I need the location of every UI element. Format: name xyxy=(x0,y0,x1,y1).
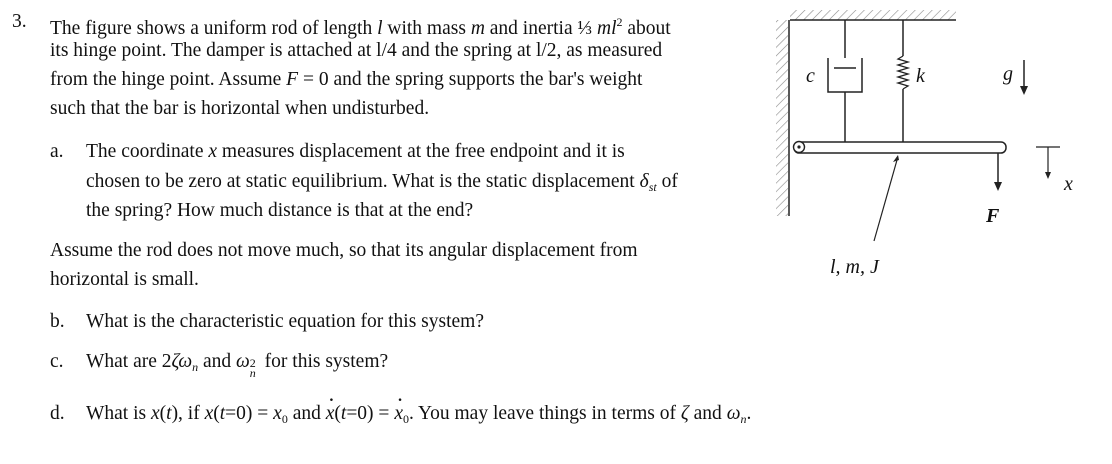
x-coordinate-icon xyxy=(1036,147,1060,179)
wall-hatch xyxy=(776,20,788,216)
part-c-label: c. xyxy=(50,351,64,372)
intro-line-2: its hinge point. The damper is attached at l/4 and the spring at l/2, as measured xyxy=(50,40,663,61)
part-b-text: What is the characteristic equation for this system? xyxy=(86,311,484,332)
part-a-line-1: The coordinate x measures displacement at the free endpoint and it is xyxy=(86,141,625,162)
part-a-label: a. xyxy=(50,141,64,162)
rod-leader-arrowhead xyxy=(893,155,899,162)
assume-line-2: horizontal is small. xyxy=(50,269,199,290)
part-c-text: What are $2\zeta\omega_n$ and ω 2 n for this system? xyxy=(86,351,389,380)
damper xyxy=(828,20,862,145)
part-d-label: d. xyxy=(50,403,65,424)
part-d-text: What is x(t), if $x(t=0) = x_0$ and · x(t=0) = · $x_0$. You may leave things in terms of ζ and $\omega_n$. xyxy=(86,402,751,431)
gravity-label: g xyxy=(1003,63,1013,85)
damper-label: c xyxy=(806,65,815,87)
part-a-line-2: chosen to be zero at static equilibrium. What is the static displacement $\delta_{st}$ of xyxy=(86,171,678,194)
spring-label: k xyxy=(916,65,925,87)
intro-line-1: The figure shows a uniform rod of length l with mass m and inertia ⅓ $ml^2$ about xyxy=(50,15,671,39)
x-label: x xyxy=(1064,173,1073,195)
rod-leader-line xyxy=(874,160,897,241)
assume-line-1: Assume the rod does not move much, so that its angular displacement from xyxy=(50,240,638,261)
ceiling-hatch xyxy=(790,10,956,20)
hinge-icon xyxy=(794,142,805,153)
spring xyxy=(898,20,908,145)
intro-line-3: from the hinge point. Assume F = 0 and the spring supports the bar's weight xyxy=(50,69,643,90)
rod-label: l, m, J xyxy=(830,256,879,278)
force-label: F xyxy=(986,205,1000,227)
part-b-label: b. xyxy=(50,311,65,332)
part-a-line-3: the spring? How much distance is that at the end? xyxy=(86,200,474,221)
force-arrow-icon xyxy=(994,153,1002,191)
intro-line-4: such that the bar is horizontal when undisturbed. xyxy=(50,98,430,119)
gravity-arrow-icon xyxy=(1020,60,1028,95)
problem-number: 3. xyxy=(12,11,27,32)
rod xyxy=(794,142,1006,153)
